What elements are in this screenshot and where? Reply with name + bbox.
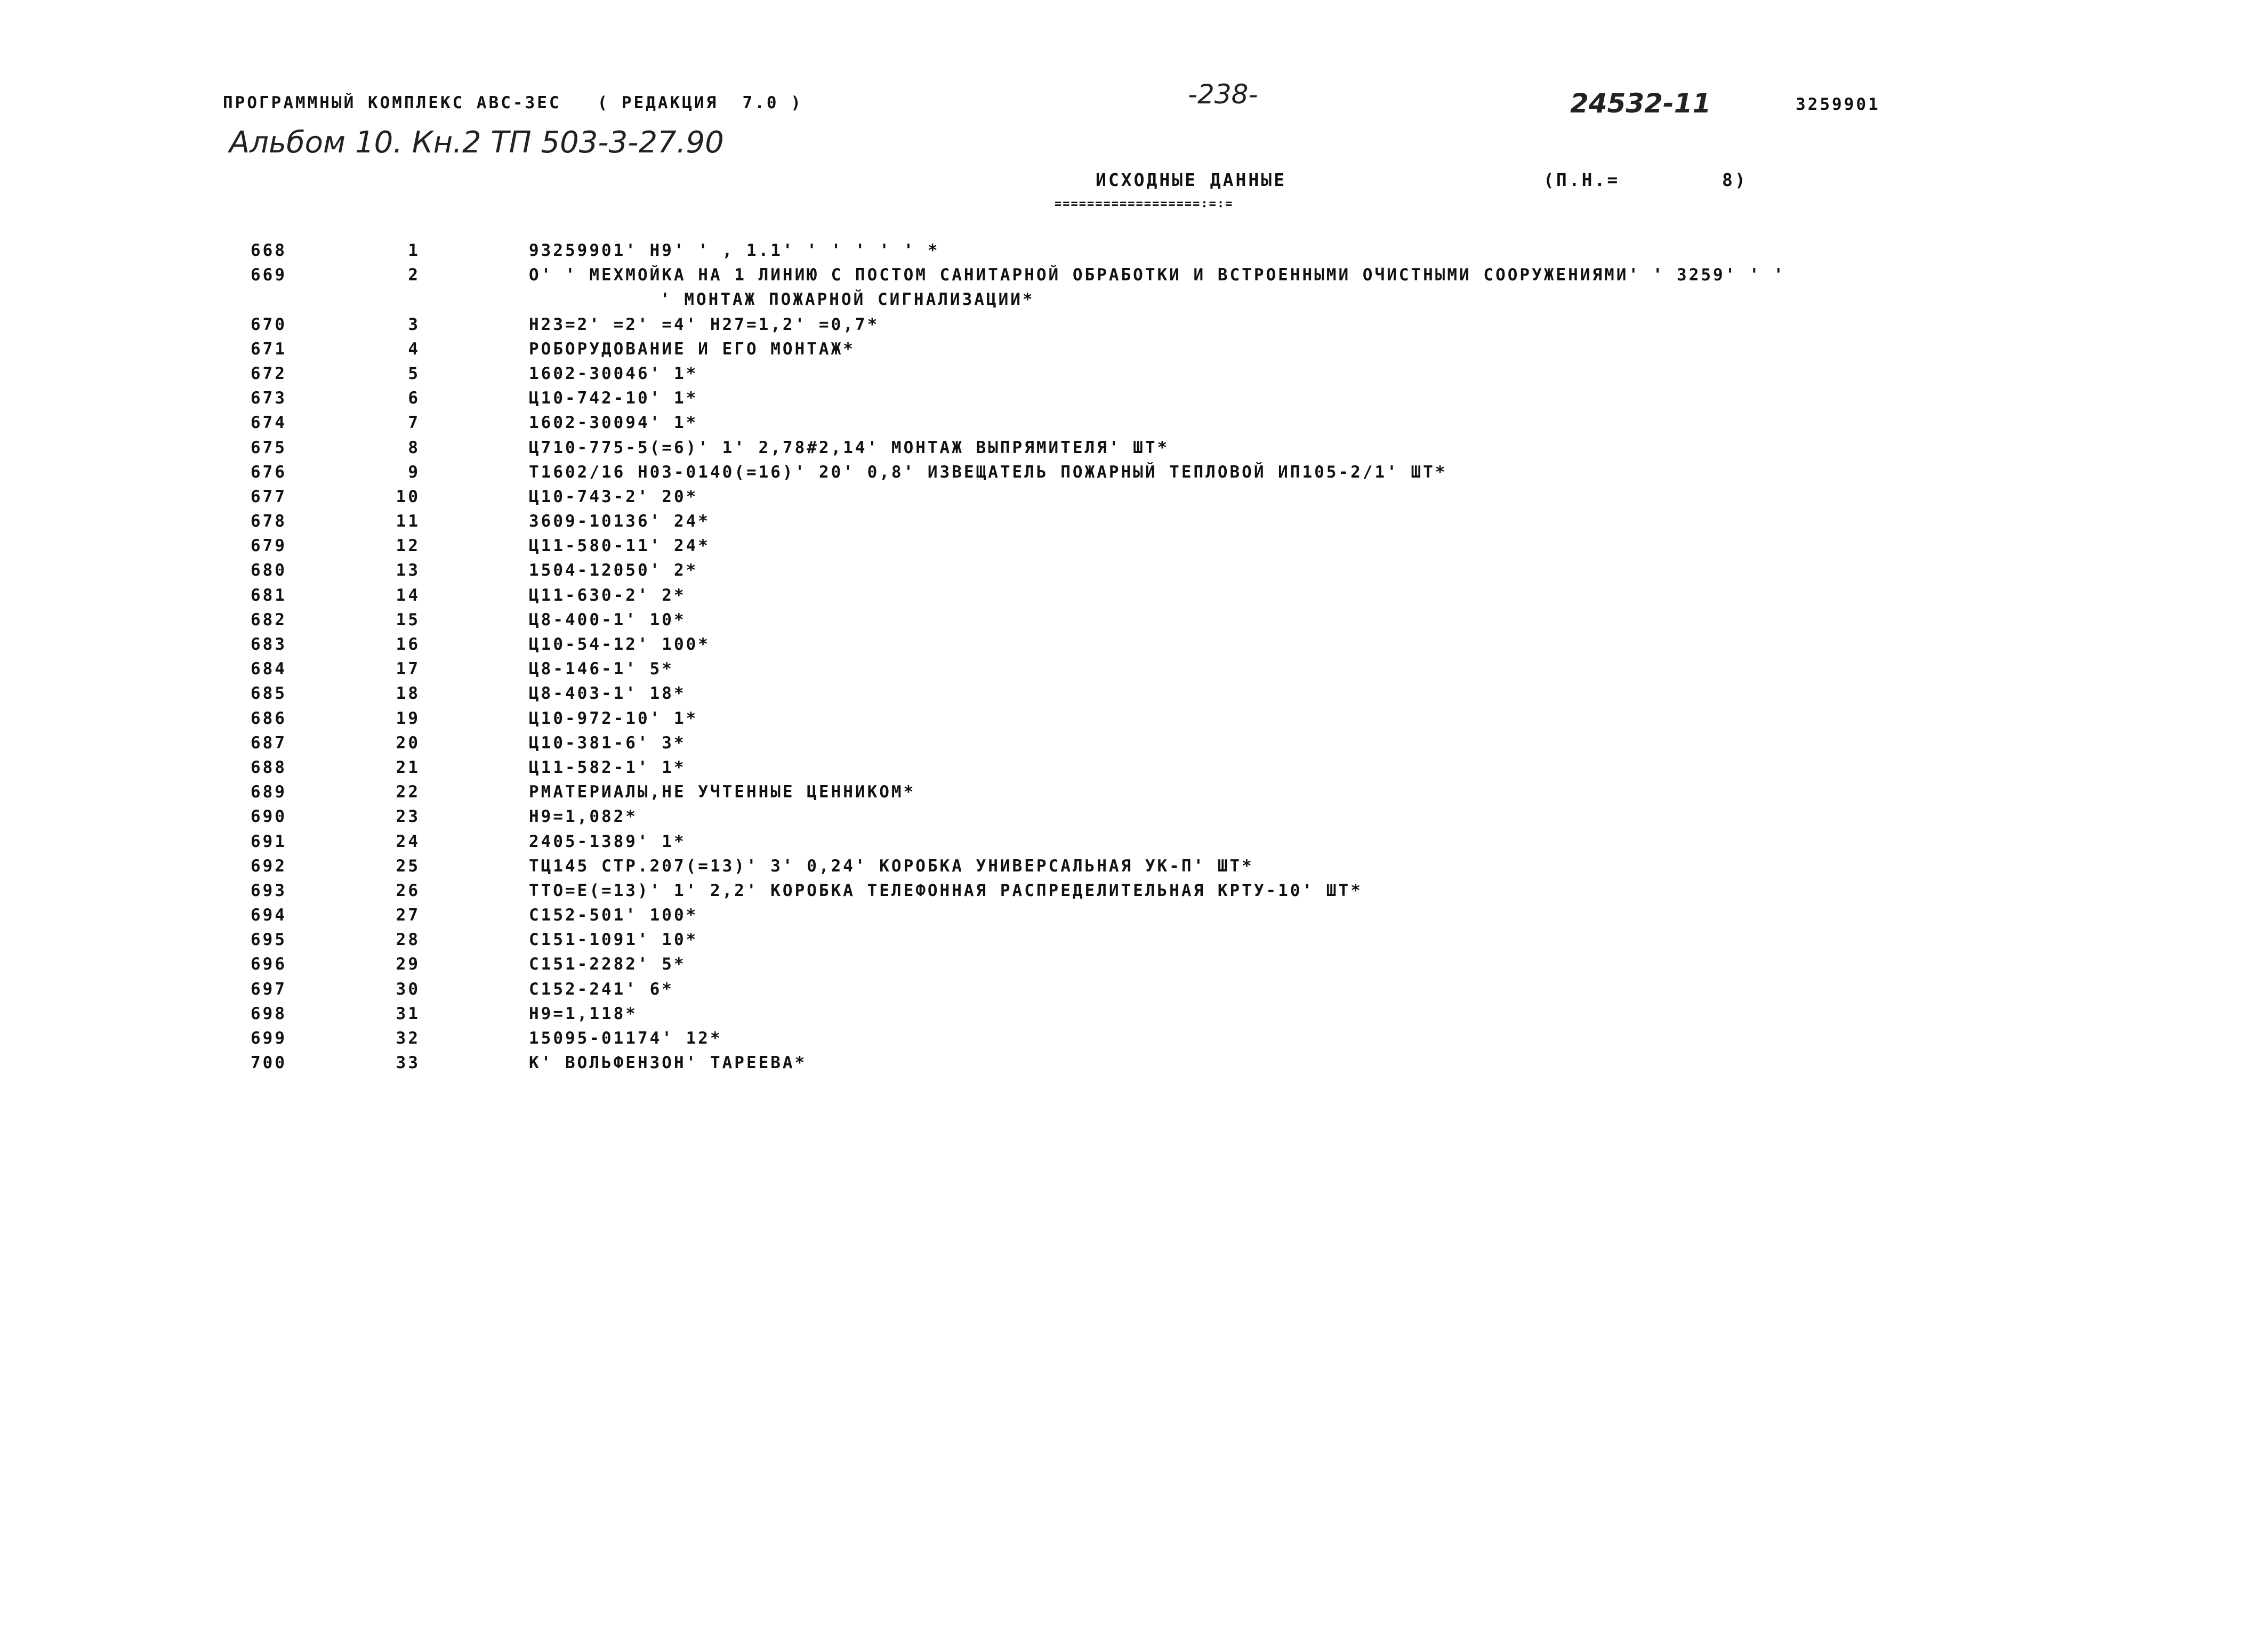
line-number: 18	[396, 684, 420, 704]
record-number: 678	[251, 512, 287, 531]
listing-row-continuation	[251, 290, 2127, 314]
album-reference: Альбом 10. Кн.2 ТП 503-3-27.90	[229, 125, 724, 160]
line-number: 9	[408, 462, 420, 482]
listing-row	[251, 758, 2127, 782]
listing-row	[251, 635, 2127, 659]
listing-row	[251, 930, 2127, 955]
listing-body	[251, 241, 2127, 1078]
record-text: Ц8-400-1' 10*	[529, 610, 686, 629]
listing-row	[251, 315, 2127, 340]
record-text: 2405-1389' 1*	[529, 831, 686, 851]
listing-row	[251, 413, 2127, 438]
listing-row	[251, 1029, 2127, 1053]
listing-row	[251, 684, 2127, 708]
record-number: 677	[251, 487, 287, 506]
record-number: 675	[251, 438, 287, 457]
line-number: 16	[396, 635, 420, 654]
record-text: ТЦ145 СТР.207(=13)' 3' 0,24' КОРОБКА УНИВЕРСАЛЬНАЯ УК-П' ШТ*	[529, 856, 1254, 876]
record-text: Ц710-775-5(=6)' 1' 2,78#2,14' МОНТАЖ ВЫПРЯМИТЕЛЯ' ШТ*	[529, 438, 1170, 457]
record-text: Ц8-403-1' 18*	[529, 684, 686, 704]
record-number: 699	[251, 1029, 287, 1048]
record-text: О' ' МЕХМОЙКА НА 1 ЛИНИЮ С ПОСТОМ САНИТАРНОЙ ОБРАБОТКИ И ВСТРОЕННЫМИ ОЧИСТНЫМИ СООРУЖЕНИЯМИ' ' 3259' ' '	[529, 265, 1786, 285]
record-number: 680	[251, 561, 287, 580]
record-number: 689	[251, 782, 287, 802]
listing-row	[251, 487, 2127, 512]
record-number: 676	[251, 462, 287, 482]
record-number: 694	[251, 906, 287, 925]
line-number: 22	[396, 782, 420, 802]
record-text: 1504-12050' 2*	[529, 561, 698, 580]
listing-row	[251, 586, 2127, 610]
listing-row	[251, 389, 2127, 413]
record-text: РМАТЕРИАЛЫ,НЕ УЧТЕННЫЕ ЦЕННИКОМ*	[529, 782, 916, 802]
line-number: 13	[396, 561, 420, 580]
record-number: 669	[251, 265, 287, 285]
listing-row	[251, 955, 2127, 979]
listing-row	[251, 512, 2127, 536]
record-number: 683	[251, 635, 287, 654]
record-text: Ц11-582-1' 1*	[529, 757, 686, 777]
record-text: 15095-01174' 12*	[529, 1029, 722, 1048]
record-text: 3609-10136' 24*	[529, 512, 710, 531]
page-number: -238-	[1188, 79, 1258, 110]
listing-row	[251, 438, 2127, 463]
line-number: 1	[408, 241, 420, 260]
listing-row	[251, 659, 2127, 684]
listing-row	[251, 364, 2127, 389]
record-text: С151-2282' 5*	[529, 955, 686, 974]
record-text: 1602-30094' 1*	[529, 413, 698, 433]
line-number: 24	[396, 831, 420, 851]
record-text: Ц10-381-6' 3*	[529, 733, 686, 753]
line-number: 28	[396, 930, 420, 950]
section-title: ИСХОДНЫЕ ДАННЫЕ	[1096, 169, 1287, 190]
line-number: 4	[408, 339, 420, 359]
listing-row	[251, 709, 2127, 733]
record-number: 700	[251, 1053, 287, 1073]
record-number: 693	[251, 881, 287, 900]
line-number: 10	[396, 487, 420, 506]
record-number: 682	[251, 610, 287, 629]
listing-row	[251, 1053, 2127, 1078]
record-text: Ц11-630-2' 2*	[529, 585, 686, 605]
line-number: 15	[396, 610, 420, 629]
record-text: С151-1091' 10*	[529, 930, 698, 950]
title-underline: ==================:=:=	[1055, 197, 1234, 211]
line-number: 27	[396, 906, 420, 925]
record-number: 695	[251, 930, 287, 950]
record-text: С152-241' 6*	[529, 979, 674, 999]
record-number: 681	[251, 585, 287, 605]
listing-row	[251, 241, 2127, 265]
record-number: 671	[251, 339, 287, 359]
line-number: 2	[408, 265, 420, 285]
record-text: Ц10-742-10' 1*	[529, 389, 698, 408]
record-number: 686	[251, 708, 287, 728]
record-text: Н9=1,118*	[529, 1004, 638, 1023]
record-number: 691	[251, 831, 287, 851]
listing-row	[251, 832, 2127, 857]
program-header: ПРОГРАММНЫЙ КОМПЛЕКС АВС-ЗЕС ( РЕДАКЦИЯ 7.0 )	[223, 93, 803, 112]
listing-row	[251, 881, 2127, 906]
listing-row	[251, 733, 2127, 758]
object-code: 3259901	[1796, 95, 1880, 114]
line-number: 30	[396, 979, 420, 999]
record-number: 696	[251, 955, 287, 974]
record-text: 93259901' Н9' ' , 1.1' ' ' ' ' ' *	[529, 241, 940, 260]
record-text: РОБОРУДОВАНИЕ И ЕГО МОНТАЖ*	[529, 339, 855, 359]
record-number: 673	[251, 389, 287, 408]
record-text: Н9=1,082*	[529, 807, 638, 827]
sheet-ref-value: 8)	[1722, 169, 1748, 190]
line-number: 31	[396, 1004, 420, 1023]
record-number: 684	[251, 659, 287, 679]
line-number: 25	[396, 856, 420, 876]
record-number: 670	[251, 314, 287, 334]
listing-row	[251, 561, 2127, 585]
listing-row	[251, 265, 2127, 290]
line-number: 7	[408, 413, 420, 433]
line-number: 6	[408, 389, 420, 408]
record-number: 698	[251, 1004, 287, 1023]
listing-row	[251, 536, 2127, 561]
listing-row	[251, 906, 2127, 930]
line-number: 3	[408, 314, 420, 334]
record-text-continuation: ' МОНТАЖ ПОЖАРНОЙ СИГНАЛИЗАЦИИ*	[660, 290, 1035, 310]
record-number: 697	[251, 979, 287, 999]
line-number: 19	[396, 708, 420, 728]
record-text: Ц8-146-1' 5*	[529, 659, 674, 679]
record-number: 692	[251, 856, 287, 876]
record-text: К' ВОЛЬФЕНЗОН' ТАРЕЕВА*	[529, 1053, 807, 1073]
listing-row	[251, 807, 2127, 831]
line-number: 32	[396, 1029, 420, 1048]
record-number: 685	[251, 684, 287, 704]
record-text: Ц10-743-2' 20*	[529, 487, 698, 506]
line-number: 23	[396, 807, 420, 827]
listing-row	[251, 610, 2127, 635]
listing-row	[251, 857, 2127, 881]
document-number: 24532-11	[1570, 88, 1711, 119]
line-number: 20	[396, 733, 420, 753]
record-number: 679	[251, 536, 287, 556]
listing-row	[251, 782, 2127, 807]
line-number: 17	[396, 659, 420, 679]
record-number: 668	[251, 241, 287, 260]
line-number: 8	[408, 438, 420, 457]
record-number: 690	[251, 807, 287, 827]
line-number: 33	[396, 1053, 420, 1073]
line-number: 26	[396, 881, 420, 900]
listing-row	[251, 1004, 2127, 1029]
record-number: 688	[251, 757, 287, 777]
record-text: Т1602/16 Н03-0140(=16)' 20' 0,8' ИЗВЕЩАТЕЛЬ ПОЖАРНЫЙ ТЕПЛОВОЙ ИП105-2/1' ШТ*	[529, 462, 1447, 482]
record-text: 1602-30046' 1*	[529, 364, 698, 383]
listing-row	[251, 980, 2127, 1004]
record-text: Ц10-54-12' 100*	[529, 635, 710, 654]
record-text: Ц10-972-10' 1*	[529, 708, 698, 728]
listing-row	[251, 463, 2127, 487]
line-number: 29	[396, 955, 420, 974]
line-number: 14	[396, 585, 420, 605]
record-text: Н23=2' =2' =4' Н27=1,2' =0,7*	[529, 314, 880, 334]
record-text: С152-501' 100*	[529, 906, 698, 925]
record-text: ТТО=Е(=13)' 1' 2,2' КОРОБКА ТЕЛЕФОННАЯ РАСПРЕДЕЛИТЕЛЬНАЯ КРТУ-10' ШТ*	[529, 881, 1363, 900]
line-number: 5	[408, 364, 420, 383]
record-number: 687	[251, 733, 287, 753]
record-number: 672	[251, 364, 287, 383]
sheet-ref-label: (П.Н.=	[1543, 169, 1620, 190]
line-number: 12	[396, 536, 420, 556]
listing-row	[251, 340, 2127, 364]
record-number: 674	[251, 413, 287, 433]
record-text: Ц11-580-11' 24*	[529, 536, 710, 556]
line-number: 11	[396, 512, 420, 531]
line-number: 21	[396, 757, 420, 777]
